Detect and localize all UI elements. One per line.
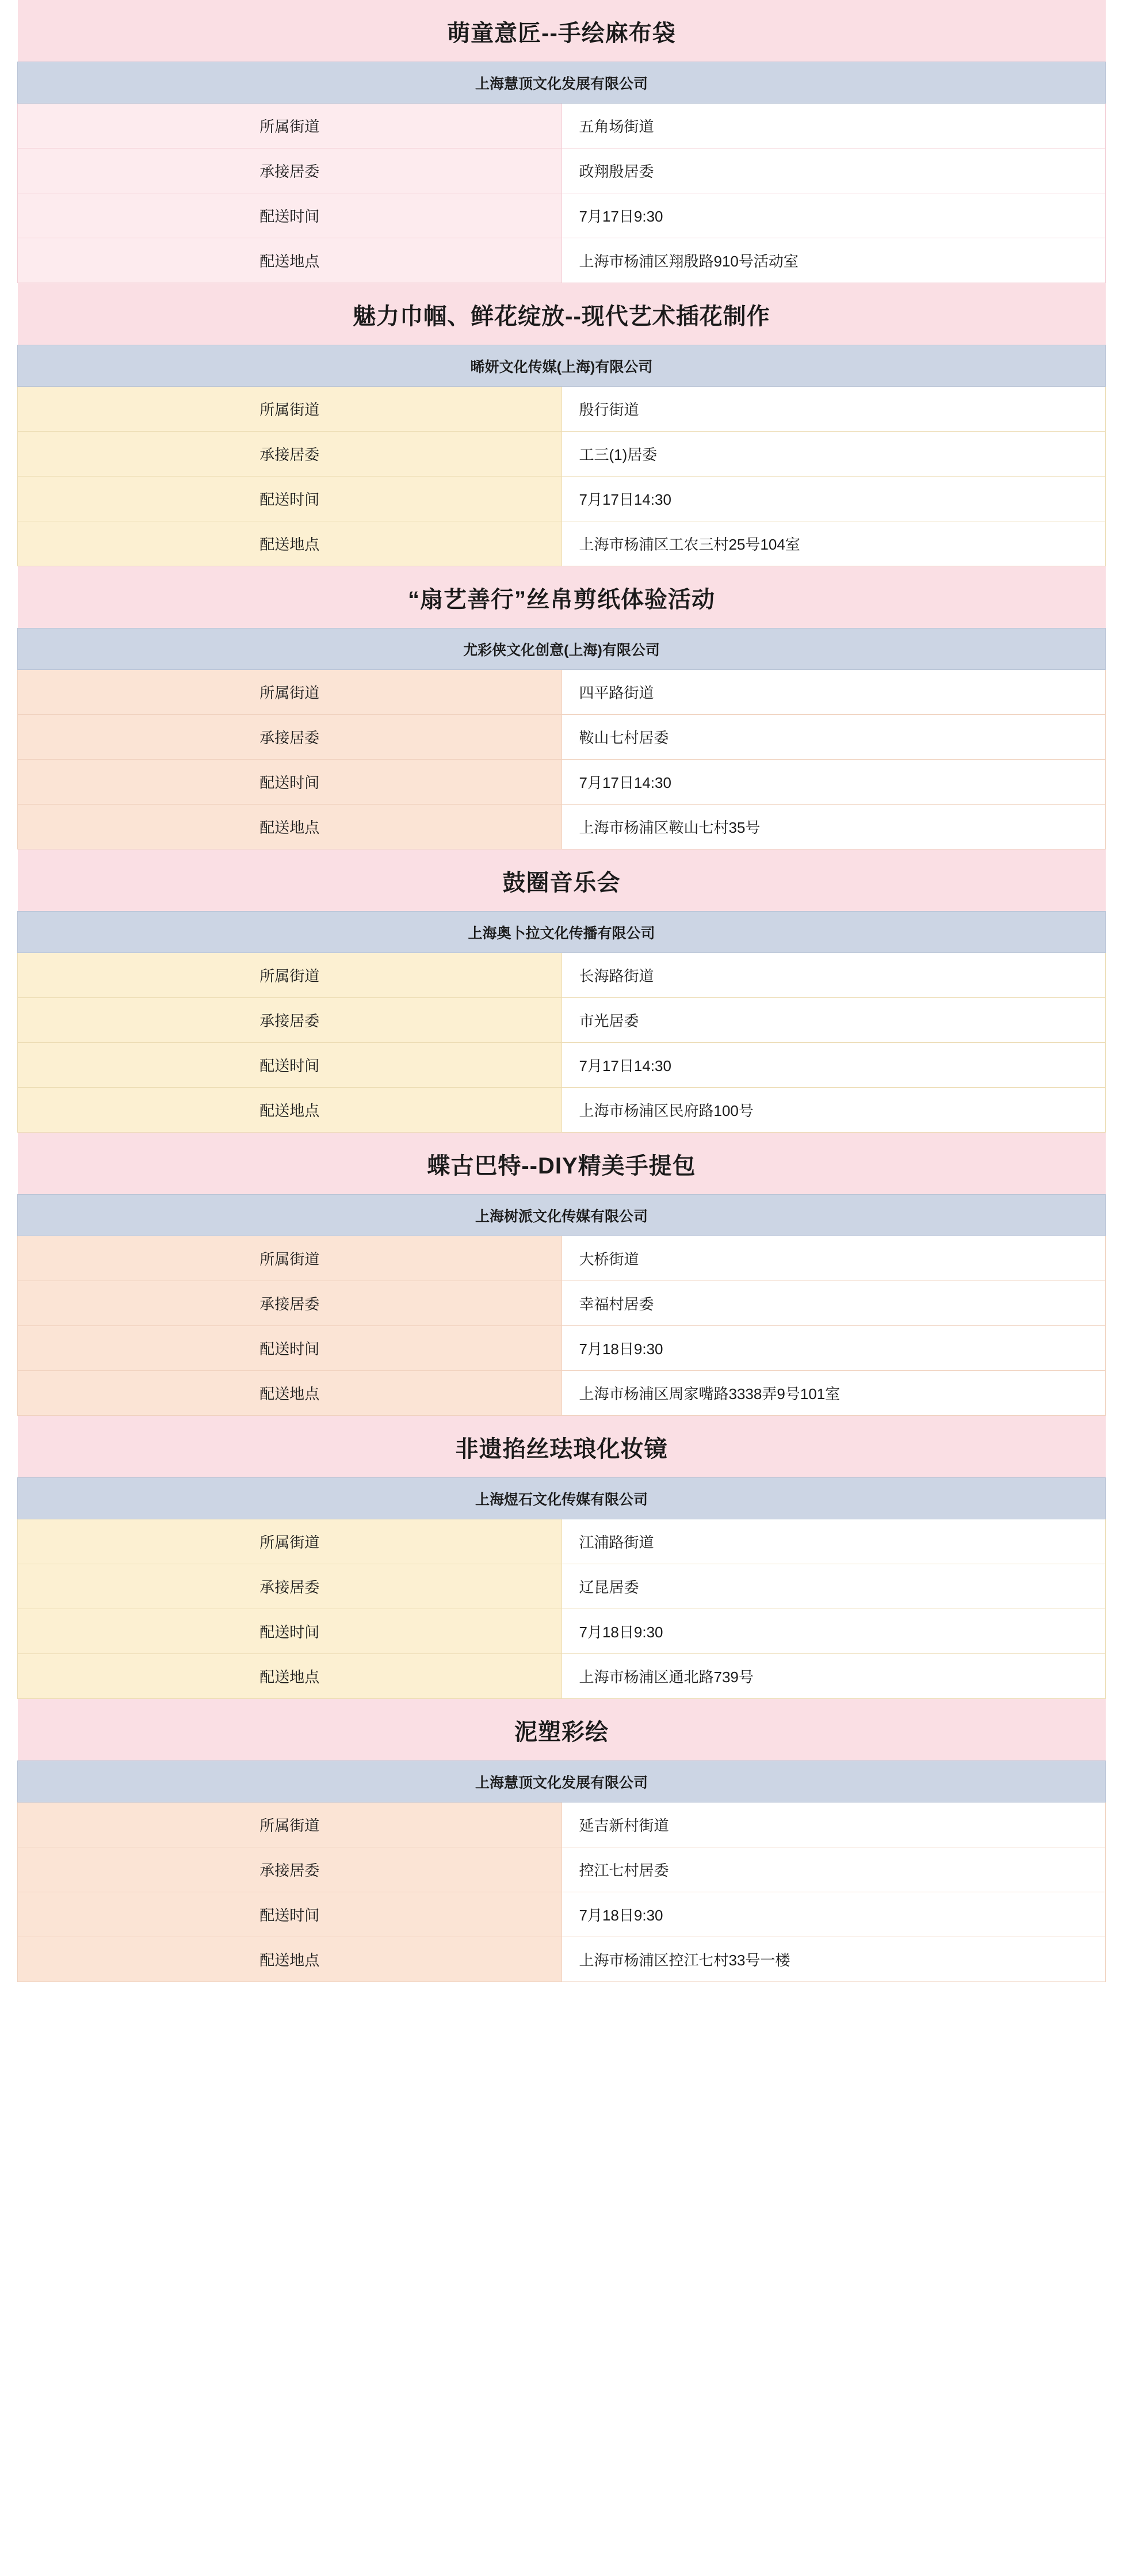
event-street-value: 大桥街道 <box>562 1236 1106 1281</box>
event-committee-label: 承接居委 <box>18 432 562 477</box>
table-row <box>18 1892 1106 1937</box>
event-company: 上海慧顶文化发展有限公司 <box>18 62 1106 104</box>
table-row <box>18 1326 1106 1371</box>
event-committee-label: 承接居委 <box>18 1564 562 1609</box>
event-committee-label: 承接居委 <box>18 148 562 193</box>
event-title: 蝶古巴特--DIY精美手提包 <box>18 1133 1106 1195</box>
event-location-value: 上海市杨浦区工农三村25号104室 <box>562 521 1106 566</box>
event-title: 萌童意匠--手绘麻布袋 <box>18 0 1106 62</box>
event-committee-label: 承接居委 <box>18 715 562 760</box>
event-company: 上海慧顶文化发展有限公司 <box>18 1761 1106 1803</box>
table-row <box>18 1088 1106 1133</box>
event-time-label: 配送时间 <box>18 1043 562 1088</box>
event-committee-label: 承接居委 <box>18 1281 562 1326</box>
event-block <box>17 566 1106 849</box>
event-street-value: 五角场街道 <box>562 104 1106 148</box>
event-block <box>17 283 1106 566</box>
table-row <box>18 1519 1106 1564</box>
event-title: 非遗掐丝珐琅化妆镜 <box>18 1416 1106 1478</box>
table-row <box>18 805 1106 849</box>
event-street-value: 长海路街道 <box>562 953 1106 998</box>
event-time-value: 7月18日9:30 <box>562 1892 1106 1937</box>
table-row <box>18 1847 1106 1892</box>
event-time-label: 配送时间 <box>18 193 562 238</box>
event-time-value: 7月18日9:30 <box>562 1609 1106 1654</box>
table-row <box>18 1236 1106 1281</box>
event-committee-value: 政翔殷居委 <box>562 148 1106 193</box>
event-block <box>17 0 1106 283</box>
table-row <box>18 521 1106 566</box>
event-block <box>17 1133 1106 1416</box>
event-location-value: 上海市杨浦区控江七村33号一楼 <box>562 1937 1106 1982</box>
table-row <box>18 238 1106 283</box>
event-street-label: 所属街道 <box>18 1803 562 1847</box>
table-row <box>18 1803 1106 1847</box>
event-street-value: 殷行街道 <box>562 387 1106 432</box>
event-street-label: 所属街道 <box>18 953 562 998</box>
table-row <box>18 998 1106 1043</box>
event-street-label: 所属街道 <box>18 1519 562 1564</box>
event-time-label: 配送时间 <box>18 477 562 521</box>
event-company-row <box>18 1195 1106 1236</box>
event-company: 上海树派文化传媒有限公司 <box>18 1195 1106 1236</box>
event-time-value: 7月17日14:30 <box>562 1043 1106 1088</box>
table-row <box>18 715 1106 760</box>
event-time-value: 7月18日9:30 <box>562 1326 1106 1371</box>
table-row <box>18 432 1106 477</box>
table-row <box>18 193 1106 238</box>
event-title: 泥塑彩绘 <box>18 1699 1106 1761</box>
event-company-row <box>18 628 1106 670</box>
event-location-label: 配送地点 <box>18 1371 562 1416</box>
event-title-row <box>18 283 1106 345</box>
table-row <box>18 1654 1106 1699</box>
event-company: 尤彩侠文化创意(上海)有限公司 <box>18 628 1106 670</box>
event-street-label: 所属街道 <box>18 1236 562 1281</box>
event-street-value: 江浦路街道 <box>562 1519 1106 1564</box>
event-committee-value: 市光居委 <box>562 998 1106 1043</box>
event-block <box>17 1699 1106 1982</box>
table-row <box>18 1281 1106 1326</box>
event-title: 鼓圈音乐会 <box>18 849 1106 912</box>
table-row <box>18 1937 1106 1982</box>
event-company-row <box>18 1761 1106 1803</box>
table-row <box>18 670 1106 715</box>
table-row <box>18 953 1106 998</box>
event-title-row <box>18 1699 1106 1761</box>
event-company-row <box>18 62 1106 104</box>
event-committee-value: 工三(1)居委 <box>562 432 1106 477</box>
table-row <box>18 104 1106 148</box>
event-location-label: 配送地点 <box>18 1088 562 1133</box>
event-company: 晞妍文化传媒(上海)有限公司 <box>18 345 1106 387</box>
event-title-row <box>18 1416 1106 1478</box>
event-location-value: 上海市杨浦区民府路100号 <box>562 1088 1106 1133</box>
table-row <box>18 1609 1106 1654</box>
table-row <box>18 477 1106 521</box>
event-company: 上海煜石文化传媒有限公司 <box>18 1478 1106 1519</box>
event-location-value: 上海市杨浦区翔殷路910号活动室 <box>562 238 1106 283</box>
table-row <box>18 1371 1106 1416</box>
event-company-row <box>18 912 1106 953</box>
event-company-row <box>18 1478 1106 1519</box>
event-committee-value: 鞍山七村居委 <box>562 715 1106 760</box>
event-time-value: 7月17日14:30 <box>562 760 1106 805</box>
event-time-label: 配送时间 <box>18 1609 562 1654</box>
event-block <box>17 1416 1106 1699</box>
table-row <box>18 1043 1106 1088</box>
event-committee-value: 控江七村居委 <box>562 1847 1106 1892</box>
event-title-row <box>18 566 1106 628</box>
event-title: “扇艺善行”丝帛剪纸体验活动 <box>18 566 1106 628</box>
event-location-label: 配送地点 <box>18 1937 562 1982</box>
event-street-label: 所属街道 <box>18 670 562 715</box>
event-committee-value: 辽昆居委 <box>562 1564 1106 1609</box>
table-row <box>18 760 1106 805</box>
event-location-value: 上海市杨浦区周家嘴路3338弄9号101室 <box>562 1371 1106 1416</box>
event-location-label: 配送地点 <box>18 238 562 283</box>
event-street-label: 所属街道 <box>18 104 562 148</box>
table-row <box>18 387 1106 432</box>
event-time-label: 配送时间 <box>18 1326 562 1371</box>
event-company-row <box>18 345 1106 387</box>
table-row <box>18 148 1106 193</box>
event-street-label: 所属街道 <box>18 387 562 432</box>
event-committee-label: 承接居委 <box>18 998 562 1043</box>
event-time-value: 7月17日9:30 <box>562 193 1106 238</box>
event-time-label: 配送时间 <box>18 760 562 805</box>
event-block <box>17 849 1106 1133</box>
event-time-value: 7月17日14:30 <box>562 477 1106 521</box>
event-location-value: 上海市杨浦区鞍山七村35号 <box>562 805 1106 849</box>
event-title-row <box>18 849 1106 912</box>
event-title-row <box>18 0 1106 62</box>
event-time-label: 配送时间 <box>18 1892 562 1937</box>
event-committee-value: 幸福村居委 <box>562 1281 1106 1326</box>
event-committee-label: 承接居委 <box>18 1847 562 1892</box>
event-location-value: 上海市杨浦区通北路739号 <box>562 1654 1106 1699</box>
event-street-value: 四平路街道 <box>562 670 1106 715</box>
event-street-value: 延吉新村街道 <box>562 1803 1106 1847</box>
event-company: 上海奥卜拉文化传播有限公司 <box>18 912 1106 953</box>
event-location-label: 配送地点 <box>18 805 562 849</box>
event-title-row <box>18 1133 1106 1195</box>
table-row <box>18 1564 1106 1609</box>
event-location-label: 配送地点 <box>18 1654 562 1699</box>
event-location-label: 配送地点 <box>18 521 562 566</box>
event-title: 魅力巾帼、鲜花绽放--现代艺术插花制作 <box>18 283 1106 345</box>
